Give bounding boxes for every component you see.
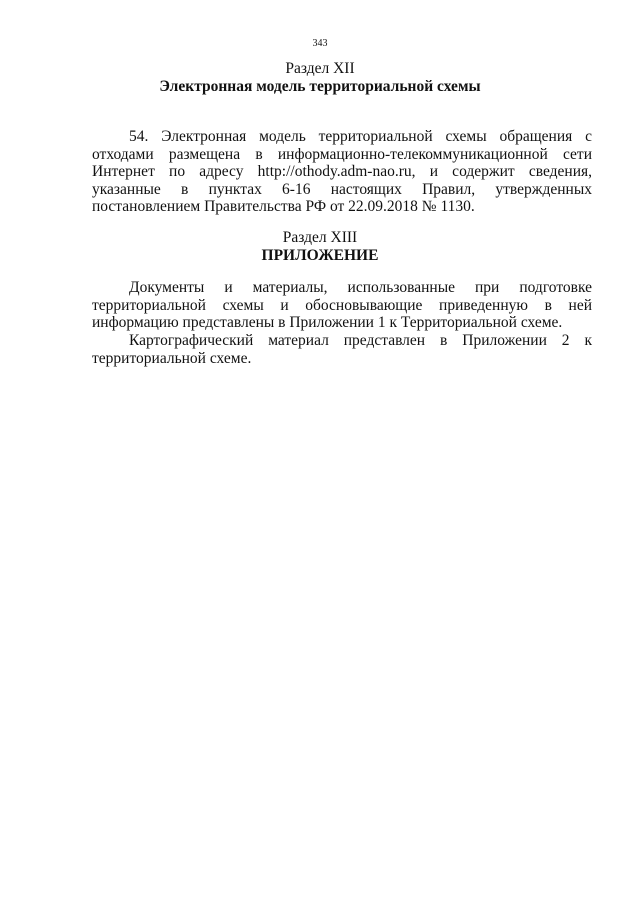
page-number: 343 (312, 38, 328, 49)
section-13-paragraph-1: Документы и материалы, использованные при подготовке территориальной схемы и обосновывающие приведенную в ней информацию представлены в Приложении 1 к Территориальной схеме. (92, 279, 592, 331)
section-13-paragraph-2: Картографический материал представлен в Приложении 2 к территориальной схеме. (92, 332, 592, 367)
section-12-paragraph: 54. Электронная модель территориальной схемы обращения с отходами размещена в информационно-телекоммуникационной сети Интернет по адресу http://othody.adm-nao.ru, и содержит сведения, указанные в пунктах 6-16 настоящих Правил, утвержденных постановлением Правительства РФ от 22.09.2018 № 1130. (92, 128, 592, 215)
section-12-label: Раздел XII (285, 60, 355, 77)
section-12-title: Электронная модель территориальной схемы (159, 78, 481, 95)
section-13-label: Раздел XIII (282, 229, 358, 246)
section-13-title: ПРИЛОЖЕНИЕ (261, 247, 379, 264)
